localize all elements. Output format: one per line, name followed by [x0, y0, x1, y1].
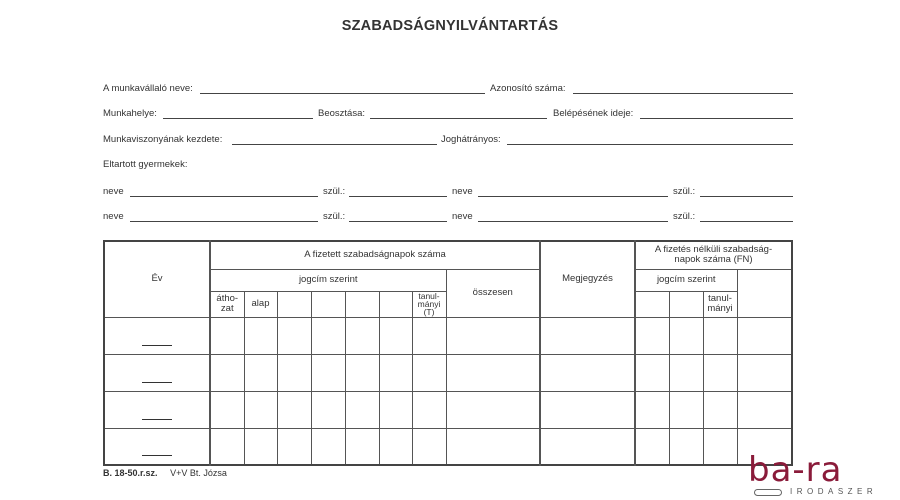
position-label: Beosztása: [318, 108, 365, 119]
employee-name-label: A munkavállaló neve: [103, 83, 193, 94]
paid-col-4-header [311, 291, 345, 317]
entry-cell[interactable] [412, 317, 446, 354]
paid-by-title-header: jogcím szerint [210, 269, 446, 291]
entry-cell[interactable] [446, 428, 540, 465]
entry-cell[interactable] [277, 354, 311, 391]
entry-cell[interactable] [703, 391, 737, 428]
logo-brand: ba-ra [748, 450, 843, 490]
year-header: Év [104, 241, 210, 317]
child-3-name-field[interactable] [130, 221, 318, 222]
year-cell[interactable] [104, 391, 210, 428]
year-blank [142, 455, 172, 456]
entry-cell[interactable] [277, 391, 311, 428]
unpaid-study-header: tanul- mányi [703, 291, 737, 317]
entry-cell[interactable] [703, 428, 737, 465]
entry-cell[interactable] [540, 317, 635, 354]
entry-cell[interactable] [446, 391, 540, 428]
carried-over-header: átho- zat [210, 291, 244, 317]
table-row [104, 391, 792, 428]
child-1-name-label: neve [103, 186, 124, 197]
table-row [104, 428, 792, 465]
child-3-name-label: neve [103, 211, 124, 222]
entry-cell[interactable] [244, 354, 277, 391]
entry-cell[interactable] [635, 428, 669, 465]
child-4-birth-label: szül.: [673, 211, 696, 222]
disadvantaged-label: Joghátrányos: [441, 134, 501, 145]
entry-cell[interactable] [311, 428, 345, 465]
entry-cell[interactable] [379, 354, 412, 391]
child-1-birth-label: szül.: [323, 186, 346, 197]
entry-cell[interactable] [311, 391, 345, 428]
entry-cell[interactable] [277, 317, 311, 354]
entry-cell[interactable] [311, 354, 345, 391]
entry-cell[interactable] [635, 391, 669, 428]
entry-cell[interactable] [669, 354, 703, 391]
entry-cell[interactable] [244, 317, 277, 354]
entry-cell[interactable] [669, 428, 703, 465]
entry-cell[interactable] [412, 391, 446, 428]
child-1-birth-field[interactable] [349, 196, 447, 197]
entry-date-label: Belépésének ideje: [553, 108, 634, 119]
entry-cell[interactable] [379, 317, 412, 354]
entry-cell[interactable] [412, 428, 446, 465]
entry-cell[interactable] [345, 317, 379, 354]
entry-cell[interactable] [635, 354, 669, 391]
unpaid-col-1-header [635, 291, 669, 317]
entry-cell[interactable] [244, 391, 277, 428]
entry-cell[interactable] [210, 428, 244, 465]
entry-cell[interactable] [669, 317, 703, 354]
entry-cell[interactable] [210, 391, 244, 428]
id-number-label: Azonosító száma: [490, 83, 566, 94]
child-1-name-field[interactable] [130, 196, 318, 197]
year-cell[interactable] [104, 354, 210, 391]
form-code: B. 18-50.r.sz. [103, 468, 158, 478]
entry-cell[interactable] [210, 354, 244, 391]
year-blank [142, 419, 172, 420]
employment-start-field[interactable] [232, 144, 437, 145]
child-2-birth-label: szül.: [673, 186, 696, 197]
entry-cell[interactable] [446, 317, 540, 354]
entry-cell[interactable] [737, 354, 792, 391]
table-row [104, 317, 792, 354]
entry-cell[interactable] [737, 391, 792, 428]
employment-start-label: Munkaviszonyának kezdete: [103, 134, 223, 145]
unpaid-col-2-header [669, 291, 703, 317]
entry-cell[interactable] [379, 428, 412, 465]
leave-table [103, 240, 793, 466]
entry-cell[interactable] [540, 354, 635, 391]
child-2-name-field[interactable] [478, 196, 668, 197]
entry-cell[interactable] [635, 317, 669, 354]
paid-col-5-header [345, 291, 379, 317]
paid-days-header: A fizetett szabadságnapok száma [210, 241, 540, 269]
unpaid-by-title-header: jogcím szerint [635, 269, 737, 291]
form-title: SZABADSÁGNYILVÁNTARTÁS [341, 18, 559, 34]
study-t-header: tanul- mányi (T) [412, 291, 446, 317]
footer [103, 468, 227, 478]
entry-cell[interactable] [244, 428, 277, 465]
publisher: V+V Bt. Józsa [170, 468, 227, 478]
paid-col-3-header [277, 291, 311, 317]
paperclip-icon [754, 489, 782, 496]
paid-col-6-header [379, 291, 412, 317]
child-4-birth-field[interactable] [700, 221, 793, 222]
year-blank [142, 345, 172, 346]
entry-cell[interactable] [345, 428, 379, 465]
workplace-label: Munkahelye: [103, 108, 157, 119]
child-3-birth-field[interactable] [349, 221, 447, 222]
entry-cell[interactable] [703, 317, 737, 354]
workplace-field[interactable] [163, 118, 313, 119]
child-3-birth-label: szül.: [323, 211, 346, 222]
remarks-header: Megjegyzés [540, 241, 635, 317]
entry-date-field[interactable] [640, 118, 793, 119]
child-2-birth-field[interactable] [700, 196, 793, 197]
year-blank [142, 382, 172, 383]
entry-cell[interactable] [210, 317, 244, 354]
child-4-name-field[interactable] [478, 221, 668, 222]
id-number-field[interactable] [573, 93, 793, 94]
entry-cell[interactable] [737, 317, 792, 354]
year-cell[interactable] [104, 317, 210, 354]
entry-cell[interactable] [412, 354, 446, 391]
brand-logo [748, 450, 898, 498]
entry-cell[interactable] [345, 354, 379, 391]
unpaid-days-header: A fizetés nélküli szabadság- napok száma (FN) [635, 241, 792, 269]
disadvantaged-field[interactable] [507, 144, 793, 145]
child-2-name-label: neve [452, 186, 473, 197]
position-field[interactable] [370, 118, 547, 119]
entry-cell[interactable] [446, 354, 540, 391]
total-header: összesen [446, 269, 540, 317]
unpaid-total-header [737, 269, 792, 317]
entry-cell[interactable] [277, 428, 311, 465]
entry-cell[interactable] [540, 428, 635, 465]
year-cell[interactable] [104, 428, 210, 465]
entry-cell[interactable] [311, 317, 345, 354]
entry-cell[interactable] [669, 391, 703, 428]
entry-cell[interactable] [345, 391, 379, 428]
child-4-name-label: neve [452, 211, 473, 222]
logo-subtitle: IRODASZER [790, 487, 878, 496]
entry-cell[interactable] [703, 354, 737, 391]
employee-name-field[interactable] [200, 93, 485, 94]
table-row [104, 354, 792, 391]
base-header: alap [244, 291, 277, 317]
entry-cell[interactable] [540, 391, 635, 428]
entry-cell[interactable] [379, 391, 412, 428]
dependents-label: Eltartott gyermekek: [103, 159, 188, 170]
